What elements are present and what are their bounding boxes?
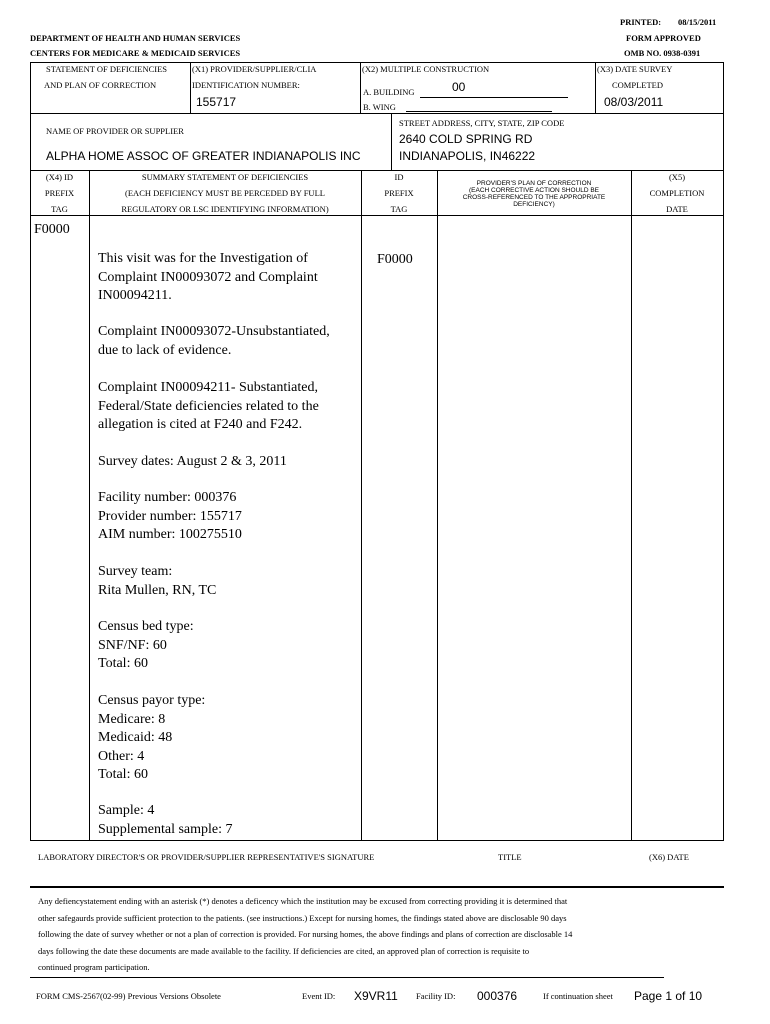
form-label: FORM CMS-2567(02-99) Previous Versions Obsolete — [36, 991, 221, 1001]
statement-label-1: STATEMENT OF DEFICIENCIES — [46, 64, 168, 74]
divider — [360, 62, 361, 113]
right-tag: F0000 — [377, 252, 413, 267]
x2-label: (X2) MULTIPLE CONSTRUCTION — [362, 64, 490, 74]
statement-label-2: AND PLAN OF CORRECTION — [44, 80, 157, 90]
form-approved-label: FORM APPROVED — [626, 33, 701, 43]
divider — [30, 170, 724, 171]
paragraph-complaint-2: Complaint IN00094211- Substantiated, Federal/State deficiencies related to the allegation is cited at F240 and F242. — [98, 380, 319, 432]
building-label: A. BUILDING — [363, 87, 415, 97]
id-prefix-label: PREFIX — [384, 188, 414, 198]
frame-bottom — [30, 840, 724, 841]
event-id-value: X9VR11 — [354, 989, 398, 1003]
building-underline — [420, 97, 568, 98]
col-divider — [437, 170, 438, 841]
id-tag-label: TAG — [390, 204, 408, 214]
divider — [391, 113, 392, 170]
address-line-1: 2640 COLD SPRING RD — [399, 132, 533, 146]
col-divider — [631, 170, 632, 841]
x3-completed-label: COMPLETED — [612, 80, 663, 90]
printed-label: PRINTED: — [620, 17, 662, 27]
divider — [30, 215, 724, 216]
omb-number: OMB NO. 0938-0391 — [624, 48, 701, 58]
x5-label: (X5) — [668, 172, 686, 182]
x5-completion-label: COMPLETION — [649, 188, 705, 198]
x5-date-label: DATE — [666, 204, 688, 214]
paragraph-census-payor: Census payor type: Medicare: 8 Medicaid: 48 Other: 4 Total: 60 — [98, 693, 206, 782]
survey-date-value: 08/03/2011 — [604, 95, 664, 109]
page-number: Page 1 of 10 — [634, 989, 703, 1003]
frame-top — [30, 62, 724, 63]
paragraph-investigation: This visit was for the Investigation of Complaint IN00093072 and Complaint IN00094211. — [98, 251, 318, 303]
x1-id-label: IDENTIFICATION NUMBER: — [192, 80, 300, 90]
divider — [30, 113, 724, 114]
divider — [190, 62, 191, 113]
col-divider — [89, 170, 90, 841]
provider-id-value: 155717 — [196, 95, 237, 109]
provider-name-value: ALPHA HOME ASSOC OF GREATER INDIANAPOLIS INC — [46, 149, 361, 163]
centers-heading: CENTERS FOR MEDICARE & MEDICAID SERVICES — [30, 48, 241, 58]
printed-date: 08/15/2011 — [678, 17, 717, 27]
address-label: STREET ADDRESS, CITY, STATE, ZIP CODE — [399, 118, 565, 128]
col-divider — [361, 170, 362, 841]
x4-id-label: (X4) ID — [45, 172, 74, 182]
department-heading: DEPARTMENT OF HEALTH AND HUMAN SERVICES — [30, 33, 241, 43]
disclaimer: Any defiencystatement ending with an asterisk (*) denotes a deficency which the institution may be excused from correcting providing it is determined that other safegaurds provide sufficient protection to the patients. (see instructions.) Except for nursing homes, the findings stated above are disclosable 90 days following the date of survey whether or not a plan of correction is provided. For nursing homes, the above findings and plans of correction are disclosable 14 days following the date these documents are made available to the facility. If deficiencies are cited, an approved plan of correction is requisite to continued program participation. — [38, 896, 573, 972]
id-label: ID — [394, 172, 404, 182]
x4-prefix-label: PREFIX — [44, 188, 75, 198]
event-id-label: Event ID: — [302, 991, 336, 1001]
paragraph-complaint-1: Complaint IN00093072-Unsubstantiated, due to lack of evidence. — [98, 324, 330, 358]
director-signature-label: LABORATORY DIRECTOR'S OR PROVIDER/SUPPLIER REPRESENTATIVE'S SIGNATURE — [38, 852, 375, 862]
frame-right — [723, 62, 724, 841]
paragraph-survey-team: Survey team: Rita Mullen, RN, TC — [98, 564, 217, 598]
signature-rule — [30, 886, 724, 888]
divider — [595, 62, 596, 113]
x3-label: (X3) DATE SURVEY — [597, 64, 673, 74]
x1-label: (X1) PROVIDER/SUPPLIER/CLIA — [192, 64, 317, 74]
plan-subheading-3: DEFICIENCY) — [513, 201, 555, 208]
provider-name-label: NAME OF PROVIDER OR SUPPLIER — [46, 126, 184, 136]
paragraph-facility-info: Facility number: 000376 Provider number: 155717 AIM number: 100275510 — [98, 490, 242, 542]
left-tag: F0000 — [34, 222, 70, 237]
summary-subheading-2: REGULATORY OR LSC IDENTIFYING INFORMATION) — [121, 204, 329, 214]
paragraph-census-bed: Census bed type: SNF/NF: 60 Total: 60 — [98, 619, 194, 671]
wing-label: B. WING — [363, 102, 396, 112]
disclaimer-rule — [30, 977, 664, 978]
building-value: 00 — [452, 80, 466, 94]
facility-id-label: Facility ID: — [416, 991, 456, 1001]
title-label: TITLE — [498, 852, 522, 862]
paragraph-sample: Sample: 4 Supplemental sample: 7 — [98, 803, 233, 837]
plan-subheading-2: CROSS-REFERENCED TO THE APPROPRIATE — [462, 194, 606, 201]
continuation-label: If continuation sheet — [543, 991, 613, 1001]
paragraph-survey-dates: Survey dates: August 2 & 3, 2011 — [98, 454, 287, 469]
x6-date-label: (X6) DATE — [649, 852, 689, 862]
summary-heading: SUMMARY STATEMENT OF DEFICIENCIES — [141, 172, 309, 182]
plan-subheading-1: (EACH CORRECTIVE ACTION SHOULD BE — [468, 187, 600, 194]
address-line-2: INDIANAPOLIS, IN46222 — [399, 149, 536, 163]
facility-id-value: 000376 — [477, 989, 518, 1003]
plan-heading: PROVIDER'S PLAN OF CORRECTION — [476, 180, 592, 187]
summary-subheading-1: (EACH DEFICIENCY MUST BE PERCEDED BY FULL — [125, 188, 325, 198]
x4-tag-label: TAG — [51, 204, 68, 214]
wing-underline — [406, 111, 552, 112]
